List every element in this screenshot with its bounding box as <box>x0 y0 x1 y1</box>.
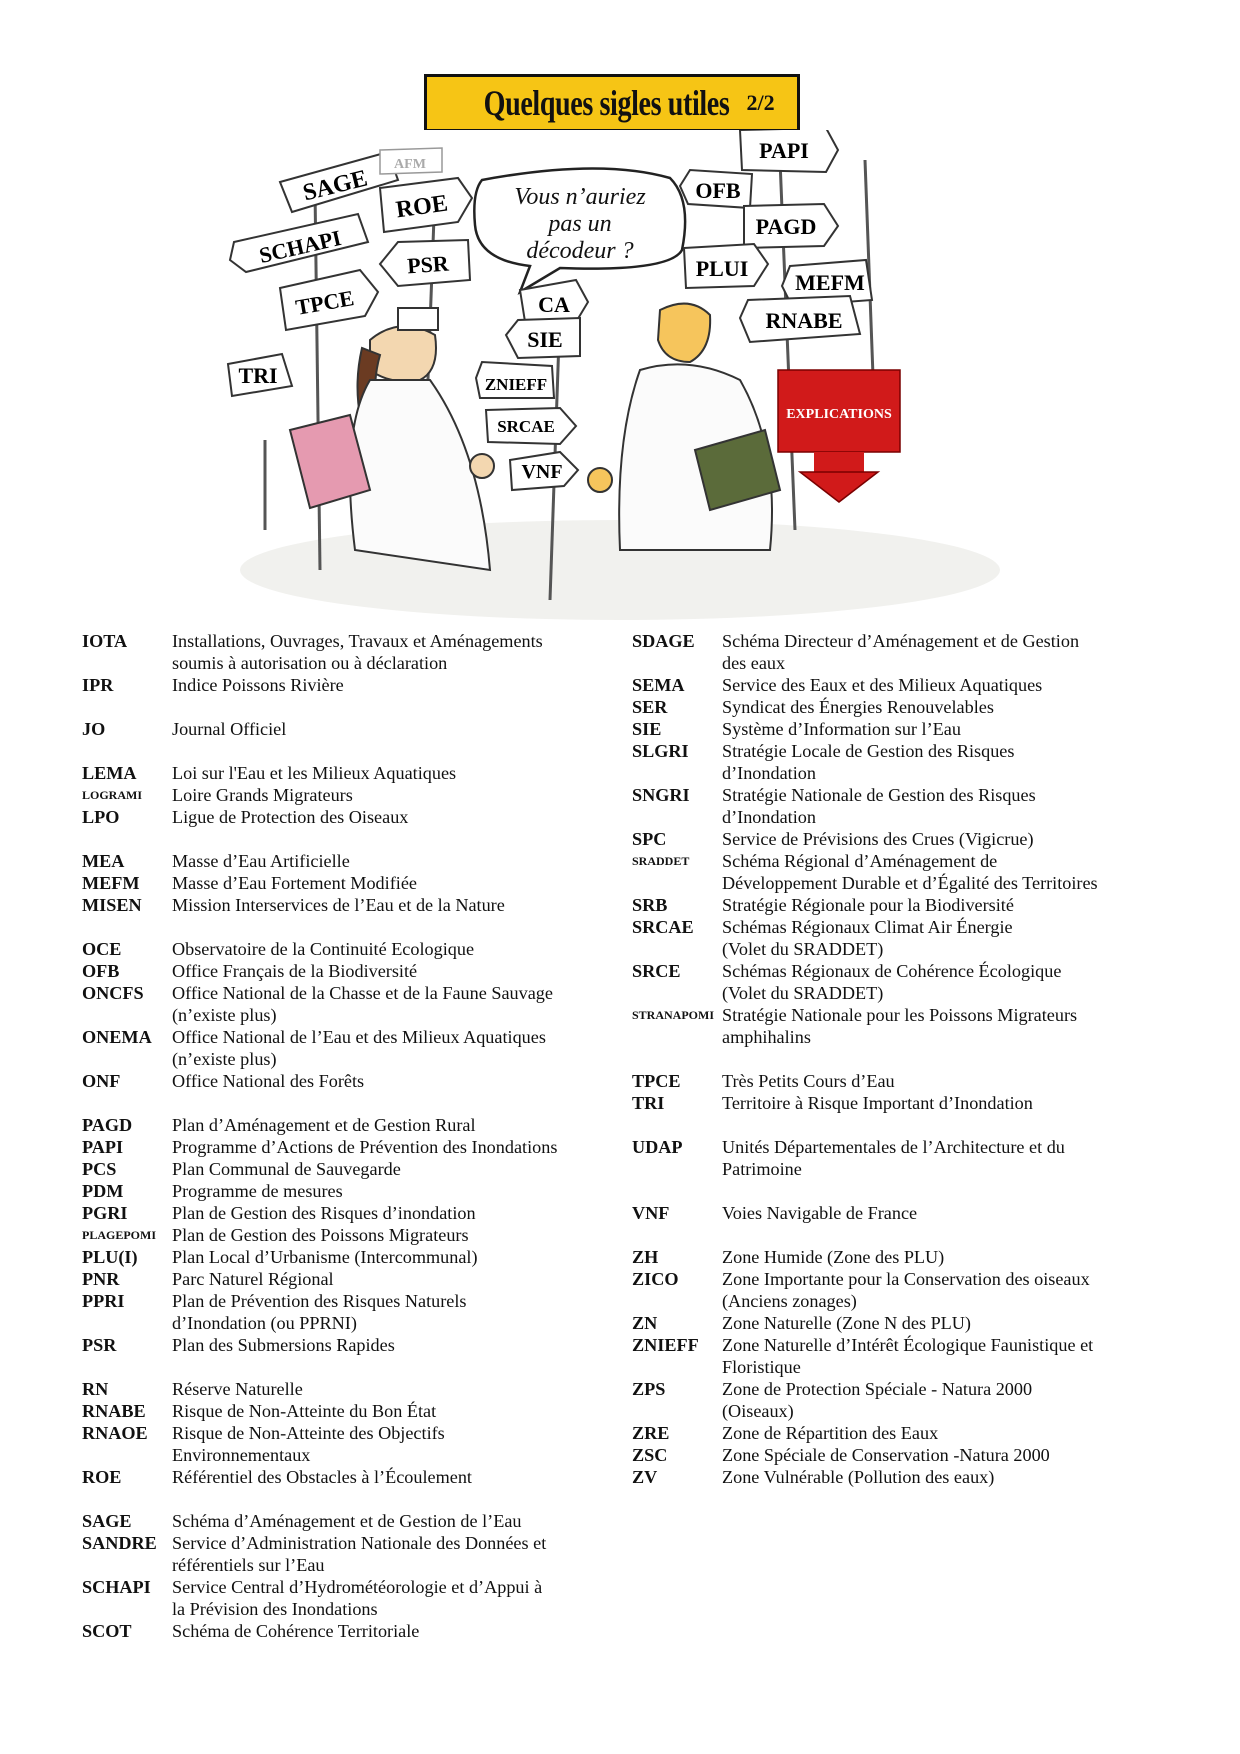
glossary-entry <box>632 1422 1172 1444</box>
definition-line: Zone de Protection Spéciale - Natura 2000 <box>722 1379 1033 1399</box>
acronym-definition <box>722 718 1172 740</box>
page-number: 2/2 <box>746 90 775 115</box>
definition-line: Observatoire de la Continuité Ecologique <box>172 939 475 959</box>
spacer <box>632 1048 1172 1070</box>
acronym-definition <box>722 1378 1172 1422</box>
definition-line: Stratégie Locale de Gestion des Risques <box>722 741 1015 761</box>
acronym: STRANAPOMI <box>632 1008 715 1022</box>
svg-text:VNF: VNF <box>521 461 563 483</box>
acronym: PGRI <box>82 1203 128 1223</box>
spacer <box>82 828 622 850</box>
acronym-definition <box>172 1268 622 1290</box>
definition-line: Zone Spéciale de Conservation -Natura 2000 <box>722 1445 1050 1465</box>
acronym-definition <box>172 894 622 916</box>
glossary-entry <box>632 894 1172 916</box>
definition-line: Installations, Ouvrages, Travaux et Aménagements <box>172 631 543 651</box>
acronym-definition <box>722 1422 1172 1444</box>
definition-line: Programme de mesures <box>172 1181 343 1201</box>
acronym-definition <box>722 894 1172 916</box>
acronym: RNABE <box>82 1401 146 1421</box>
glossary-entry <box>82 894 622 916</box>
svg-text:ZNIEFF: ZNIEFF <box>484 375 548 394</box>
glossary-entry <box>82 762 622 784</box>
acronym: ZV <box>632 1467 658 1487</box>
glossary-entry <box>82 1422 622 1466</box>
definition-line: (n’existe plus) <box>172 1049 277 1069</box>
spacer <box>82 740 622 762</box>
definition-line: Office Français de la Biodiversité <box>172 961 418 981</box>
glossary-left-column <box>82 630 622 1642</box>
acronym-definition <box>722 916 1172 960</box>
glossary-entry <box>82 872 622 894</box>
glossary-entry <box>82 938 622 960</box>
glossary-entry <box>82 1334 622 1356</box>
acronym: MEFM <box>82 873 140 893</box>
glossary-entry <box>632 916 1172 960</box>
acronym: PDM <box>82 1181 124 1201</box>
definition-line: Programme d’Actions de Prévention des Inondations <box>172 1137 558 1157</box>
definition-line: Plan de Gestion des Risques d’inondation <box>172 1203 476 1223</box>
acronym-definition <box>172 1400 622 1422</box>
definition-line: Zone Vulnérable (Pollution des eaux) <box>722 1467 995 1487</box>
acronym-definition <box>172 1422 622 1466</box>
svg-text:TPCE: TPCE <box>293 285 356 320</box>
acronym: SPC <box>632 829 667 849</box>
definition-line: référentiels sur l’Eau <box>172 1555 325 1575</box>
definition-line: Office National de l’Eau et des Milieux Aquatiques <box>172 1027 546 1047</box>
acronym-definition <box>722 1136 1172 1180</box>
glossary-entry <box>632 696 1172 718</box>
page-title: Quelques sigles utiles <box>484 83 730 123</box>
sign-ofb <box>680 170 752 208</box>
svg-text:PAGD: PAGD <box>755 214 817 239</box>
glossary-entry <box>82 1510 622 1532</box>
glossary-entry <box>82 1400 622 1422</box>
sign-afm <box>380 148 442 174</box>
glossary-entry <box>82 1576 622 1620</box>
glossary-right-column <box>632 630 1172 1488</box>
cartoon-illustration <box>220 130 1020 620</box>
glossary-entry <box>632 850 1172 894</box>
definition-line: Plan de Gestion des Poissons Migrateurs <box>172 1225 469 1245</box>
glossary-entry <box>82 1202 622 1224</box>
acronym-definition <box>722 1466 1172 1488</box>
definition-line: (Oiseaux) <box>722 1401 794 1421</box>
acronym-definition <box>172 850 622 872</box>
acronym: ROE <box>82 1467 122 1487</box>
acronym: SNGRI <box>632 785 690 805</box>
definition-line: Floristique <box>722 1357 801 1377</box>
glossary-entry <box>82 1026 622 1070</box>
svg-text:SAGE: SAGE <box>300 165 371 207</box>
definition-line: Plan des Submersions Rapides <box>172 1335 395 1355</box>
definition-line: Schéma d’Aménagement et de Gestion de l’Eau <box>172 1511 522 1531</box>
acronym-definition <box>172 982 622 1026</box>
glossary-entry <box>632 1312 1172 1334</box>
svg-text:EXPLICATIONS: EXPLICATIONS <box>786 407 892 422</box>
definition-line: Zone Humide (Zone des PLU) <box>722 1247 945 1267</box>
acronym: SDAGE <box>632 631 695 651</box>
acronym-definition <box>172 630 622 674</box>
glossary-entry <box>82 1290 622 1334</box>
svg-text:CA: CA <box>538 292 570 317</box>
glossary-entry <box>82 1158 622 1180</box>
acronym: SEMA <box>632 675 685 695</box>
definition-line: Voies Navigable de France <box>722 1203 918 1223</box>
definition-line: Plan d’Aménagement et de Gestion Rural <box>172 1115 476 1135</box>
acronym: JO <box>82 719 106 739</box>
acronym-definition <box>722 1004 1172 1048</box>
acronym: ZPS <box>632 1379 666 1399</box>
acronym-definition <box>172 1026 622 1070</box>
acronym-definition <box>722 784 1172 828</box>
definition-line: d’Inondation <box>722 763 816 783</box>
acronym-definition <box>172 1114 622 1136</box>
acronym: SER <box>632 697 668 717</box>
definition-line: Développement Durable et d’Égalité des Territoires <box>722 873 1098 893</box>
acronym: OCE <box>82 939 122 959</box>
acronym: PNR <box>82 1269 120 1289</box>
definition-line: Unités Départementales de l’Architecture et du <box>722 1137 1065 1157</box>
acronym-definition <box>172 1466 622 1488</box>
glossary-entry <box>82 806 622 828</box>
acronym-definition <box>172 1620 622 1642</box>
glossary-entry <box>82 718 622 740</box>
acronym-definition <box>172 762 622 784</box>
sign-srcae <box>486 408 576 444</box>
definition-line: Schéma Directeur d’Aménagement et de Gestion <box>722 631 1080 651</box>
svg-text:ROE: ROE <box>394 190 450 224</box>
acronym-definition <box>172 1136 622 1158</box>
acronym: PPRI <box>82 1291 125 1311</box>
glossary-entry <box>632 1092 1172 1114</box>
acronym: SLGRI <box>632 741 689 761</box>
definition-line: Service Central d’Hydrométéorologie et d’Appui à <box>172 1577 543 1597</box>
svg-text:PAPI: PAPI <box>759 138 809 163</box>
definition-line: Indice Poissons Rivière <box>172 675 344 695</box>
definition-line: Mission Interservices de l’Eau et de la Nature <box>172 895 505 915</box>
definition-line: Schémas Régionaux Climat Air Énergie <box>722 917 1013 937</box>
spacer <box>82 1092 622 1114</box>
glossary-entry <box>632 740 1172 784</box>
svg-text:RNABE: RNABE <box>765 308 843 333</box>
definition-line: Zone de Répartition des Eaux <box>722 1423 939 1443</box>
definition-line: Office National de la Chasse et de la Faune Sauvage <box>172 983 553 1003</box>
acronym-definition <box>722 1070 1172 1092</box>
definition-line: Plan Local d’Urbanisme (Intercommunal) <box>172 1247 478 1267</box>
definition-line: Service de Prévisions des Crues (Vigicrue) <box>722 829 1034 849</box>
acronym-definition <box>172 1576 622 1620</box>
glossary-entry <box>82 1268 622 1290</box>
glossary-entry <box>632 1070 1172 1092</box>
glossary-entry <box>82 784 622 806</box>
sign-plui <box>684 244 768 288</box>
acronym-definition <box>172 1532 622 1576</box>
glossary-entry <box>82 674 622 696</box>
acronym-definition <box>172 872 622 894</box>
definition-line: Ligue de Protection des Oiseaux <box>172 807 409 827</box>
acronym: PCS <box>82 1159 117 1179</box>
sign-papi <box>740 130 838 172</box>
acronym-definition <box>172 1180 622 1202</box>
acronym-definition <box>172 1070 622 1092</box>
acronym-definition <box>722 1202 1172 1224</box>
definition-line: Schémas Régionaux de Cohérence Écologique <box>722 961 1062 981</box>
definition-line: Loire Grands Migrateurs <box>172 785 353 805</box>
glossary-entry <box>632 1136 1172 1180</box>
acronym: LPO <box>82 807 120 827</box>
acronym-definition <box>172 1334 622 1356</box>
definition-line: Environnementaux <box>172 1445 311 1465</box>
acronym: SCOT <box>82 1621 132 1641</box>
acronym-definition <box>722 960 1172 1004</box>
svg-text:pas un: pas un <box>548 211 612 237</box>
acronym-definition <box>172 938 622 960</box>
spacer <box>632 1180 1172 1202</box>
definition-line: (Anciens zonages) <box>722 1291 857 1311</box>
acronym-definition <box>722 630 1172 674</box>
acronym: ZH <box>632 1247 659 1267</box>
glossary-entry <box>632 718 1172 740</box>
spacer <box>632 1114 1172 1136</box>
spacer <box>82 1488 622 1510</box>
acronym: SRCAE <box>632 917 694 937</box>
acronym: UDAP <box>632 1137 683 1157</box>
acronym-definition <box>172 718 622 740</box>
definition-line: (Volet du SRADDET) <box>722 939 884 959</box>
definition-line: Réserve Naturelle <box>172 1379 303 1399</box>
glossary-entry <box>632 674 1172 696</box>
glossary-entry <box>632 960 1172 1004</box>
glossary-entry <box>82 1620 622 1642</box>
glossary-entry <box>632 828 1172 850</box>
definition-line: la Prévision des Inondations <box>172 1599 378 1619</box>
glossary-entry <box>632 1246 1172 1268</box>
definition-line: Plan Communal de Sauvegarde <box>172 1159 401 1179</box>
glossary-entry <box>82 1246 622 1268</box>
glossary-entry <box>82 850 622 872</box>
acronym-definition <box>172 784 622 806</box>
acronym: SRB <box>632 895 668 915</box>
acronym: LEMA <box>82 763 137 783</box>
svg-text:décodeur ?: décodeur ? <box>526 238 634 264</box>
definition-line: Masse d’Eau Fortement Modifiée <box>172 873 417 893</box>
definition-line: Territoire à Risque Important d’Inondation <box>722 1093 1033 1113</box>
acronym: PAPI <box>82 1137 124 1157</box>
acronym-definition <box>722 1312 1172 1334</box>
definition-line: Zone Naturelle (Zone N des PLU) <box>722 1313 971 1333</box>
acronym: PAGD <box>82 1115 133 1135</box>
definition-line: Journal Officiel <box>172 719 287 739</box>
definition-line: d’Inondation (ou PPRNI) <box>172 1313 357 1333</box>
definition-line: Système d’Information sur l’Eau <box>722 719 961 739</box>
definition-line: (n’existe plus) <box>172 1005 277 1025</box>
definition-line: amphihalins <box>722 1027 811 1047</box>
spacer <box>82 1356 622 1378</box>
acronym-definition <box>172 1224 622 1246</box>
acronym-definition <box>722 828 1172 850</box>
definition-line: Très Petits Cours d’Eau <box>722 1071 895 1091</box>
acronym: SAGE <box>82 1511 132 1531</box>
glossary-entry <box>82 1136 622 1158</box>
glossary-entry <box>632 1004 1172 1048</box>
definition-line: Risque de Non-Atteinte du Bon État <box>172 1401 437 1421</box>
acronym-definition <box>722 1268 1172 1312</box>
sign-rnabe <box>740 296 860 342</box>
glossary-entry <box>632 784 1172 828</box>
acronym: SRADDET <box>632 854 690 868</box>
acronym: ONF <box>82 1071 121 1091</box>
svg-text:SCHAPI: SCHAPI <box>256 224 344 269</box>
acronym: PLAGEPOMI <box>82 1228 156 1242</box>
definition-line: Schéma de Cohérence Territoriale <box>172 1621 420 1641</box>
glossary-entry <box>82 960 622 982</box>
acronym: LOGRAMI <box>82 788 142 802</box>
acronym: IPR <box>82 675 114 695</box>
definition-line: Schéma Régional d’Aménagement de <box>722 851 998 871</box>
acronym: RN <box>82 1379 109 1399</box>
acronym: ZNIEFF <box>632 1335 699 1355</box>
acronym: ZSC <box>632 1445 668 1465</box>
acronym: SRCE <box>632 961 681 981</box>
spacer <box>82 696 622 718</box>
acronym: ONEMA <box>82 1027 152 1047</box>
acronym-definition <box>172 1158 622 1180</box>
acronym: ZICO <box>632 1269 679 1289</box>
svg-text:SIE: SIE <box>527 327 563 352</box>
acronym-definition <box>722 740 1172 784</box>
acronym: OFB <box>82 961 120 981</box>
spacer <box>82 916 622 938</box>
glossary-entry <box>82 1114 622 1136</box>
definition-line: Loi sur l'Eau et les Milieux Aquatiques <box>172 763 457 783</box>
definition-line: Service des Eaux et des Milieux Aquatiques <box>722 675 1043 695</box>
acronym-definition <box>172 806 622 828</box>
acronym: ONCFS <box>82 983 144 1003</box>
acronym: ZN <box>632 1313 658 1333</box>
svg-text:PLUI: PLUI <box>695 256 749 281</box>
acronym-definition <box>722 696 1172 718</box>
definition-line: Stratégie Nationale de Gestion des Risques <box>722 785 1036 805</box>
svg-text:MEFM: MEFM <box>795 270 865 295</box>
definition-line: Zone Importante pour la Conservation des oiseaux <box>722 1269 1090 1289</box>
svg-text:OFB: OFB <box>695 178 741 203</box>
acronym: ZRE <box>632 1423 670 1443</box>
definition-line: Stratégie Nationale pour les Poissons Migrateurs <box>722 1005 1078 1025</box>
acronym: SANDRE <box>82 1533 157 1553</box>
glossary-entry <box>82 1224 622 1246</box>
acronym: PSR <box>82 1335 117 1355</box>
sign-pagd <box>744 204 838 248</box>
glossary-entry <box>632 1378 1172 1422</box>
acronym-definition <box>172 1290 622 1334</box>
glossary-entry <box>632 1268 1172 1312</box>
acronym-definition <box>172 960 622 982</box>
definition-line: Service d’Administration Nationale des Données et <box>172 1533 547 1553</box>
acronym-definition <box>722 674 1172 696</box>
acronym: PLU(I) <box>82 1247 138 1267</box>
svg-text:AFM: AFM <box>394 157 426 172</box>
glossary-entry <box>82 1378 622 1400</box>
definition-line: Masse d’Eau Artificielle <box>172 851 350 871</box>
glossary-entry <box>82 982 622 1026</box>
acronym: SIE <box>632 719 662 739</box>
definition-line: Zone Naturelle d’Intérêt Écologique Faunistique et <box>722 1335 1094 1355</box>
acronym-definition <box>172 1202 622 1224</box>
acronym-definition <box>722 1092 1172 1114</box>
glossary-entry <box>82 1466 622 1488</box>
glossary-entry <box>82 1180 622 1202</box>
acronym-definition <box>722 1246 1172 1268</box>
acronym-definition <box>722 1334 1172 1378</box>
acronym-definition <box>172 1246 622 1268</box>
svg-text:SRCAE: SRCAE <box>497 417 555 436</box>
acronym: RNAOE <box>82 1423 148 1443</box>
acronym: MISEN <box>82 895 142 915</box>
acronym-definition <box>172 674 622 696</box>
glossary-entry <box>632 1334 1172 1378</box>
definition-line: Office National des Forêts <box>172 1071 365 1091</box>
glossary-entry <box>82 1532 622 1576</box>
acronym-definition <box>722 1444 1172 1466</box>
sign-psr <box>380 240 470 286</box>
definition-line: Patrimoine <box>722 1159 802 1179</box>
glossary-entry <box>82 630 622 674</box>
glossary-entry <box>632 1202 1172 1224</box>
sign-sie <box>506 318 580 358</box>
acronym: IOTA <box>82 631 128 651</box>
acronym: VNF <box>632 1203 670 1223</box>
definition-line: Risque de Non-Atteinte des Objectifs <box>172 1423 445 1443</box>
definition-line: Parc Naturel Régional <box>172 1269 334 1289</box>
svg-text:TRI: TRI <box>238 363 278 388</box>
svg-text:PSR: PSR <box>406 250 450 279</box>
definition-line: Stratégie Régionale pour la Biodiversité <box>722 895 1014 915</box>
acronym-definition <box>172 1378 622 1400</box>
acronym: TRI <box>632 1093 665 1113</box>
sign-znieff <box>476 362 554 398</box>
definition-line: des eaux <box>722 653 786 673</box>
glossary-entry <box>632 1466 1172 1488</box>
acronym: TPCE <box>632 1071 681 1091</box>
title-banner <box>424 74 800 132</box>
svg-text:Vous n’auriez: Vous n’auriez <box>514 184 646 210</box>
glossary-entry <box>82 1070 622 1092</box>
definition-line: soumis à autorisation ou à déclaration <box>172 653 448 673</box>
definition-line: Syndicat des Énergies Renouvelables <box>722 697 994 717</box>
acronym-definition <box>172 1510 622 1532</box>
acronym-definition <box>722 850 1172 894</box>
glossary-entry <box>632 630 1172 674</box>
definition-line: d’Inondation <box>722 807 816 827</box>
definition-line: Référentiel des Obstacles à l’Écoulement <box>172 1467 472 1487</box>
spacer <box>632 1224 1172 1246</box>
glossary-entry <box>632 1444 1172 1466</box>
definition-line: Plan de Prévention des Risques Naturels <box>172 1291 467 1311</box>
acronym: MEA <box>82 851 125 871</box>
definition-line: (Volet du SRADDET) <box>722 983 884 1003</box>
acronym: SCHAPI <box>82 1577 151 1597</box>
